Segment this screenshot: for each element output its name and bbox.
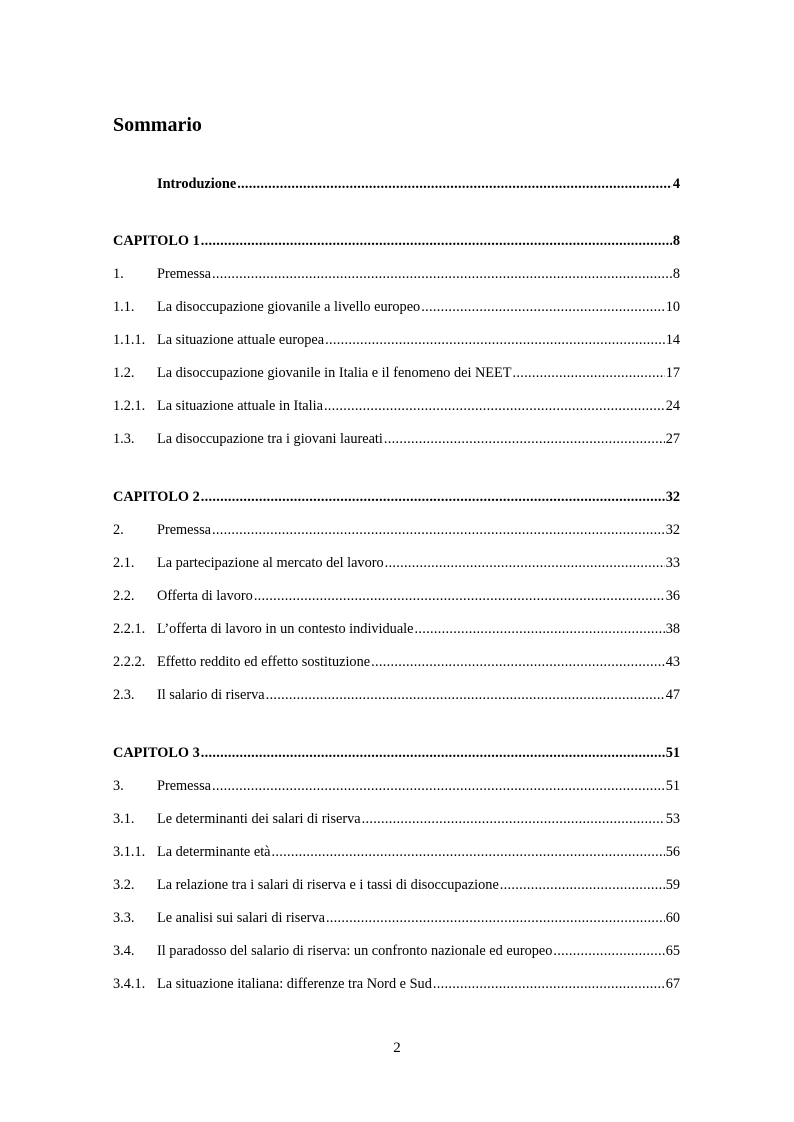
page-number: 2 xyxy=(393,1040,401,1056)
toc-entry-title: La disoccupazione tra i giovani laureati xyxy=(157,431,383,447)
toc-entry-3[interactable] xyxy=(113,778,680,798)
toc-dot-leader xyxy=(212,266,672,283)
toc-dot-leader xyxy=(553,943,664,960)
toc-dot-leader xyxy=(212,778,665,795)
toc-dot-leader xyxy=(254,588,665,605)
toc-entry-page: 27 xyxy=(665,431,680,447)
toc-dot-leader xyxy=(212,522,665,539)
toc-entry-page: 14 xyxy=(665,332,680,348)
toc-entry-page: 32 xyxy=(665,489,680,505)
toc-entry-page: 53 xyxy=(665,811,680,827)
toc-dot-leader xyxy=(500,877,665,894)
toc-entry-3-1-1[interactable] xyxy=(113,844,680,864)
toc-entry-title: La situazione attuale europea xyxy=(157,332,325,348)
toc-entry-number: 2. xyxy=(113,522,124,538)
toc-entry-page: 51 xyxy=(665,778,680,794)
toc-entry-page: 59 xyxy=(665,877,680,893)
toc-entry-number: 2.2.1. xyxy=(113,621,146,637)
toc-entry-page: 43 xyxy=(665,654,680,670)
toc-dot-leader xyxy=(201,233,672,250)
toc-entry-page: 32 xyxy=(665,522,680,538)
toc-entry-number: 3.3. xyxy=(113,910,135,926)
toc-dot-leader xyxy=(266,687,665,704)
toc-entry-title: La relazione tra i salari di riserva e i tassi di disoccupazione xyxy=(157,877,499,893)
toc-entry-title: Offerta di lavoro xyxy=(157,588,253,604)
toc-dot-leader xyxy=(362,811,665,828)
toc-entry-title: La partecipazione al mercato del lavoro xyxy=(157,555,384,571)
toc-entry-capitolo-3[interactable] xyxy=(113,745,680,765)
toc-entry-3-4[interactable] xyxy=(113,943,680,963)
toc-entry-page: 8 xyxy=(672,266,680,282)
toc-entry-number: 3.4. xyxy=(113,943,135,959)
toc-entry-title: Premessa xyxy=(157,266,211,282)
toc-entry-3-3[interactable] xyxy=(113,910,680,930)
toc-entry-1-2[interactable] xyxy=(113,365,680,385)
toc-entry-number: 1.2. xyxy=(113,365,135,381)
toc-entry-page: 51 xyxy=(665,745,680,761)
toc-entry-page: 17 xyxy=(665,365,680,381)
toc-entry-page: 56 xyxy=(665,844,680,860)
toc-entry-title: Le analisi sui salari di riserva xyxy=(157,910,325,926)
toc-dot-leader xyxy=(325,332,665,349)
toc-entry-page: 24 xyxy=(665,398,680,414)
toc-entry-title: Introduzione xyxy=(157,176,237,192)
toc-entry-title: Le determinanti dei salari di riserva xyxy=(157,811,361,827)
toc-entry-page: 38 xyxy=(665,621,680,637)
toc-entry-number: 2.1. xyxy=(113,555,135,571)
toc-entry-3-4-1[interactable] xyxy=(113,976,680,996)
toc-entry-page: 33 xyxy=(665,555,680,571)
toc-dot-leader xyxy=(201,745,665,762)
toc-dot-leader xyxy=(421,299,665,316)
toc-entry-title: L’offerta di lavoro in un contesto individuale xyxy=(157,621,414,637)
toc-entry-title: La disoccupazione giovanile in Italia e il fenomeno dei NEET xyxy=(157,365,512,381)
toc-entry-title: CAPITOLO 2 xyxy=(113,489,200,505)
toc-entry-number: 3.1.1. xyxy=(113,844,146,860)
toc-entry-title: La disoccupazione giovanile a livello europeo xyxy=(157,299,421,315)
toc-entry-1-1-1[interactable] xyxy=(113,332,680,352)
toc-dot-leader xyxy=(433,976,665,993)
toc-entry-3-2[interactable] xyxy=(113,877,680,897)
toc-entry-1[interactable] xyxy=(113,266,680,286)
toc-entry-introduzione[interactable] xyxy=(113,176,680,196)
toc-dot-leader xyxy=(513,365,665,382)
toc-entry-2-1[interactable] xyxy=(113,555,680,575)
toc-entry-1-1[interactable] xyxy=(113,299,680,319)
toc-entry-page: 47 xyxy=(665,687,680,703)
toc-entry-2-2-1[interactable] xyxy=(113,621,680,641)
toc-dot-leader xyxy=(371,654,665,671)
toc-dot-leader xyxy=(272,844,665,861)
toc-entry-number: 1.3. xyxy=(113,431,135,447)
toc-entry-1-3[interactable] xyxy=(113,431,680,451)
toc-entry-page: 65 xyxy=(665,943,680,959)
toc-entry-page: 67 xyxy=(665,976,680,992)
toc-entry-title: Il salario di riserva xyxy=(157,687,265,703)
toc-entry-2-3[interactable] xyxy=(113,687,680,707)
toc-dot-leader xyxy=(237,176,672,193)
toc-entry-page: 4 xyxy=(672,176,680,192)
toc-entry-title: La determinante età xyxy=(157,844,271,860)
toc-entry-capitolo-1[interactable] xyxy=(113,233,680,253)
toc-entry-number: 3.2. xyxy=(113,877,135,893)
toc-dot-leader xyxy=(324,398,665,415)
page-title: Sommario xyxy=(113,114,202,136)
toc-entry-number: 1.1. xyxy=(113,299,135,315)
toc-entry-page: 36 xyxy=(665,588,680,604)
toc-entry-title: Premessa xyxy=(157,778,211,794)
toc-entry-page: 60 xyxy=(665,910,680,926)
toc-entry-title: CAPITOLO 1 xyxy=(113,233,200,249)
toc-entry-number: 2.2. xyxy=(113,588,135,604)
toc-entry-number: 3. xyxy=(113,778,124,794)
toc-dot-leader xyxy=(385,555,665,572)
toc-entry-title: Effetto reddito ed effetto sostituzione xyxy=(157,654,371,670)
toc-entry-number: 3.4.1. xyxy=(113,976,146,992)
toc-dot-leader xyxy=(415,621,665,638)
toc-entry-number: 1.2.1. xyxy=(113,398,146,414)
toc-entry-number: 1. xyxy=(113,266,124,282)
toc-entry-2[interactable] xyxy=(113,522,680,542)
toc-entry-page: 10 xyxy=(665,299,680,315)
toc-entry-2-2-2[interactable] xyxy=(113,654,680,674)
toc-entry-title: CAPITOLO 3 xyxy=(113,745,200,761)
toc-entry-1-2-1[interactable] xyxy=(113,398,680,418)
toc-dot-leader xyxy=(326,910,665,927)
toc-entry-title: Il paradosso del salario di riserva: un confronto nazionale ed europeo xyxy=(157,943,553,959)
toc-entry-title: La situazione attuale in Italia xyxy=(157,398,323,414)
toc-dot-leader xyxy=(201,489,665,506)
toc-entry-2-2[interactable] xyxy=(113,588,680,608)
toc-entry-title: Premessa xyxy=(157,522,211,538)
toc-entry-title: La situazione italiana: differenze tra Nord e Sud xyxy=(157,976,432,992)
toc-entry-capitolo-2[interactable] xyxy=(113,489,680,509)
toc-entry-number: 1.1.1. xyxy=(113,332,146,348)
toc-entry-number: 2.2.2. xyxy=(113,654,146,670)
toc-dot-leader xyxy=(384,431,665,448)
toc-entry-number: 3.1. xyxy=(113,811,135,827)
toc-entry-3-1[interactable] xyxy=(113,811,680,831)
toc-entry-number: 2.3. xyxy=(113,687,135,703)
toc-entry-page: 8 xyxy=(672,233,680,249)
